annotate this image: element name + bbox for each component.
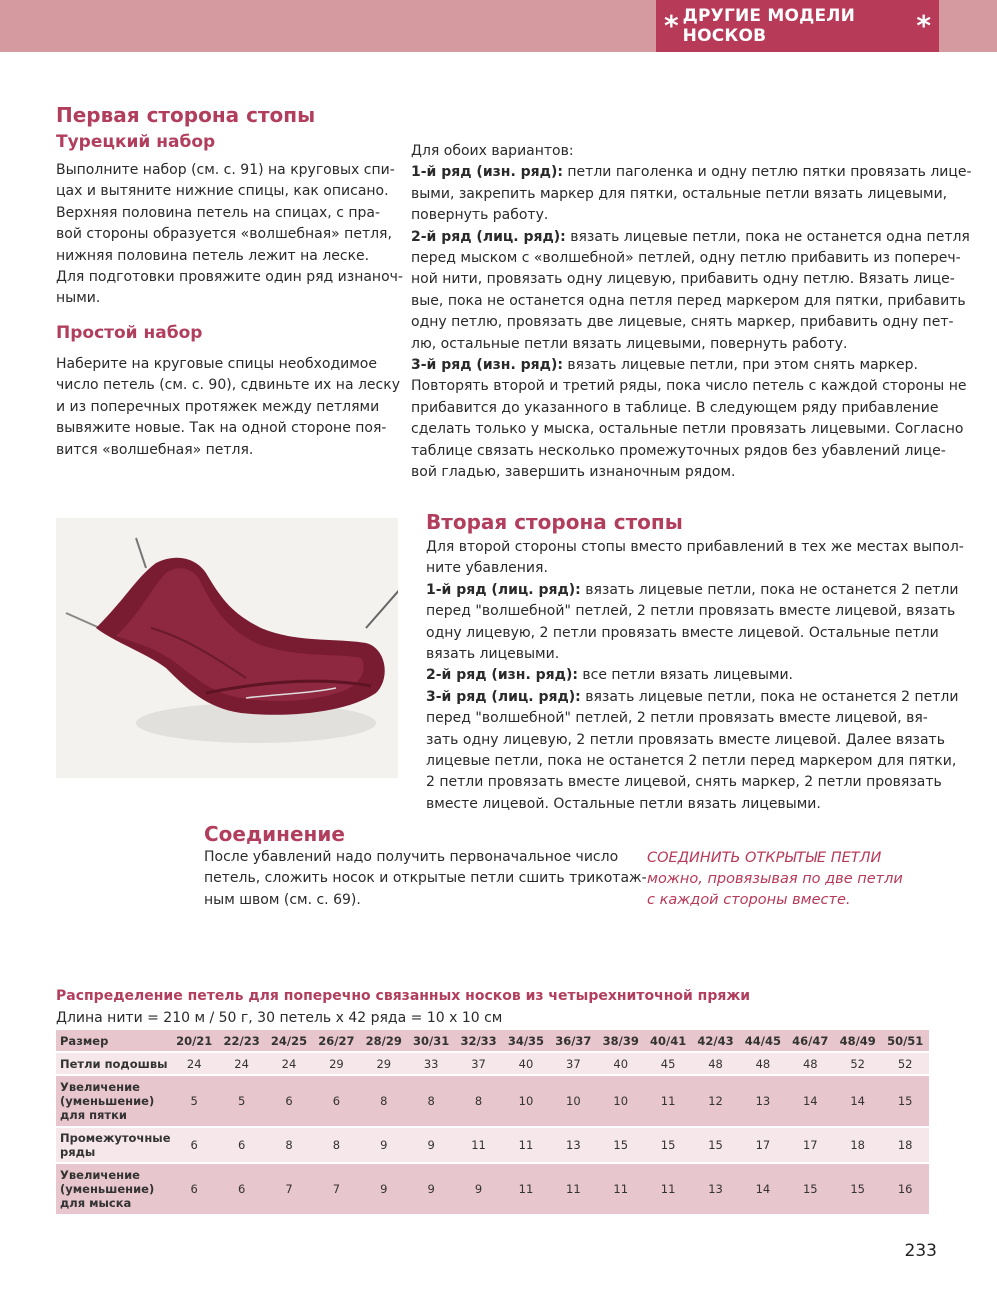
table-cell: 8 bbox=[265, 1128, 312, 1164]
size-header-cell: 44/45 bbox=[739, 1030, 786, 1053]
table-cell: 9 bbox=[407, 1128, 454, 1164]
joining-text: После убавлений надо получить первоначальное число петель, сложить носок и открытые петли сшить трикотаж- ным швом (см. с. 69). bbox=[204, 849, 647, 908]
table-cell: 7 bbox=[265, 1164, 312, 1216]
table-cell: 15 bbox=[787, 1164, 834, 1216]
row-label: Промежуточные ряды bbox=[56, 1128, 171, 1164]
table-cell: 8 bbox=[360, 1076, 407, 1128]
table-cell: 13 bbox=[692, 1164, 739, 1216]
table-cell: 9 bbox=[407, 1164, 454, 1216]
table-row bbox=[56, 1053, 929, 1076]
row-label: Размер bbox=[56, 1030, 171, 1053]
table-cell: 18 bbox=[834, 1128, 881, 1164]
table-cell: 45 bbox=[644, 1053, 691, 1076]
table-cell: 48 bbox=[787, 1053, 834, 1076]
table-cell: 40 bbox=[502, 1053, 549, 1076]
table-cell: 6 bbox=[171, 1128, 218, 1164]
joining-title: Соединение bbox=[204, 822, 345, 846]
table-cell: 29 bbox=[313, 1053, 360, 1076]
table-cell: 33 bbox=[407, 1053, 454, 1076]
table-cell: 11 bbox=[502, 1128, 549, 1164]
table-cell: 7 bbox=[313, 1164, 360, 1216]
table-cell: 6 bbox=[171, 1164, 218, 1216]
size-header-cell: 22/23 bbox=[218, 1030, 265, 1053]
section-tab bbox=[656, 0, 939, 52]
table-cell: 6 bbox=[313, 1076, 360, 1128]
turkish-cast-on-title: Турецкий набор bbox=[56, 132, 216, 152]
row-label: 1-й ряд (изн. ряд): bbox=[411, 164, 563, 181]
table-cell: 15 bbox=[597, 1128, 644, 1164]
size-header-cell: 40/41 bbox=[644, 1030, 691, 1053]
table-cell: 15 bbox=[644, 1128, 691, 1164]
table-cell: 18 bbox=[881, 1128, 929, 1164]
row-label: 2-й ряд (изн. ряд): bbox=[426, 667, 578, 684]
table-cell: 14 bbox=[834, 1076, 881, 1128]
row-label: 2-й ряд (лиц. ряд): bbox=[411, 228, 566, 245]
table-cell: 11 bbox=[455, 1128, 502, 1164]
table-row bbox=[56, 1076, 929, 1128]
table-cell: 15 bbox=[881, 1076, 929, 1128]
table-cell: 13 bbox=[550, 1128, 597, 1164]
table-cell: 37 bbox=[550, 1053, 597, 1076]
stitch-distribution-table bbox=[56, 1030, 929, 1216]
table-row bbox=[56, 1164, 929, 1216]
table-cell: 11 bbox=[644, 1076, 691, 1128]
section-title: ДРУГИЕ МОДЕЛИ НОСКОВ bbox=[682, 6, 856, 46]
table-cell: 6 bbox=[218, 1164, 265, 1216]
size-header-cell: 36/37 bbox=[550, 1030, 597, 1053]
table-cell: 15 bbox=[834, 1164, 881, 1216]
table-row bbox=[56, 1128, 929, 1164]
star-icon: * bbox=[916, 9, 931, 42]
row-label: 1-й ряд (лиц. ряд): bbox=[426, 581, 581, 598]
table-cell: 11 bbox=[502, 1164, 549, 1216]
size-header-cell: 30/31 bbox=[407, 1030, 454, 1053]
table-cell: 10 bbox=[597, 1076, 644, 1128]
second-side-title: Вторая сторона стопы bbox=[426, 510, 683, 534]
table-cell: 24 bbox=[218, 1053, 265, 1076]
simple-cast-on-title: Простой набор bbox=[56, 323, 203, 343]
joining-tip: СОЕДИНИТЬ ОТКРЫТЫЕ ПЕТЛИ можно, провязывая по две петли с каждой стороны вместе. bbox=[647, 850, 903, 908]
table-cell: 48 bbox=[739, 1053, 786, 1076]
table-cell: 11 bbox=[597, 1164, 644, 1216]
table-cell: 29 bbox=[360, 1053, 407, 1076]
page-number: 233 bbox=[904, 1241, 937, 1261]
star-icon: * bbox=[664, 9, 679, 42]
size-header-cell: 20/21 bbox=[171, 1030, 218, 1053]
table-cell: 9 bbox=[455, 1164, 502, 1216]
table-cell: 9 bbox=[360, 1128, 407, 1164]
table-cell: 52 bbox=[834, 1053, 881, 1076]
first-side-title: Первая сторона стопы bbox=[56, 103, 316, 127]
table-cell: 9 bbox=[360, 1164, 407, 1216]
size-header-cell: 38/39 bbox=[597, 1030, 644, 1053]
size-header-cell: 34/35 bbox=[502, 1030, 549, 1053]
table-cell: 8 bbox=[313, 1128, 360, 1164]
table-cell: 11 bbox=[644, 1164, 691, 1216]
row-label: Увеличение (уменьшение) для мыска bbox=[56, 1164, 171, 1216]
row-label: 3-й ряд (лиц. ряд): bbox=[426, 688, 581, 705]
table-cell: 24 bbox=[265, 1053, 312, 1076]
table-cell: 8 bbox=[455, 1076, 502, 1128]
table-cell: 14 bbox=[787, 1076, 834, 1128]
table-cell: 16 bbox=[881, 1164, 929, 1216]
turkish-cast-on-text: Выполните набор (см. с. 91) на круговых спи- цах и вытяните нижние спицы, как описано. Верхняя половина петель на спицах, с пра- вой стороны образуется «волшебная» петля, нижняя половина петель лежит на леске. Для подготовки провяжите один ряд изнаноч- ными. bbox=[56, 162, 403, 307]
table-cell: 14 bbox=[739, 1164, 786, 1216]
table-cell: 17 bbox=[739, 1128, 786, 1164]
size-header-cell: 26/27 bbox=[313, 1030, 360, 1053]
table-subtitle: Длина нити = 210 м / 50 г, 30 петель х 42 ряда = 10 х 10 см bbox=[56, 1010, 503, 1026]
row-label: 3-й ряд (изн. ряд): bbox=[411, 357, 563, 374]
size-header-cell: 48/49 bbox=[834, 1030, 881, 1053]
table-header-row bbox=[56, 1030, 929, 1053]
size-header-cell: 50/51 bbox=[881, 1030, 929, 1053]
table-cell: 12 bbox=[692, 1076, 739, 1128]
table-cell: 5 bbox=[171, 1076, 218, 1128]
table-cell: 6 bbox=[218, 1128, 265, 1164]
table-cell: 37 bbox=[455, 1053, 502, 1076]
header-bar bbox=[0, 0, 997, 52]
table-cell: 48 bbox=[692, 1053, 739, 1076]
table-cell: 52 bbox=[881, 1053, 929, 1076]
size-header-cell: 28/29 bbox=[360, 1030, 407, 1053]
size-header-cell: 46/47 bbox=[787, 1030, 834, 1053]
table-cell: 8 bbox=[407, 1076, 454, 1128]
table-cell: 15 bbox=[692, 1128, 739, 1164]
size-header-cell: 24/25 bbox=[265, 1030, 312, 1053]
table-title: Распределение петель для поперечно связанных носков из четырехниточной пряжи bbox=[56, 988, 751, 1004]
both-variants-text: Для обоих вариантов: 1-й ряд (изн. ряд): петли паголенка и одну петлю пятки провязать лице- выми, закрепить маркер для пятки, остальные петли вязать лицевыми, повернуть работу. 2-й ряд (лиц. ряд): вязать лицевые петли, пока не останется одна петля перед мыском с «волшебной» петлей, одну петлю прибавить из попереч- ной нити, провязать одну лицевую, прибавить одну петлю. Вязать лице- вые, пока не останется одна петля перед маркером для пятки, прибавить одну петлю, провязать две лицевые, снять маркер, прибавить одну пет- лю, остальные петли вязать лицевыми, повернуть работу. 3-й ряд (изн. ряд): вязать лицевые петли, при этом снять маркер. Повторять второй и третий ряды, пока число петель с каждой стороны не прибавится до указанного в таблице. В следующем ряду прибавление сделать только у мыска, остальные петли провязать лицевыми. Согласно таблице связать несколько промежуточных рядов без убавлений лице- вой гладью, завершить изнаночным рядом. bbox=[411, 143, 972, 481]
table-cell: 5 bbox=[218, 1076, 265, 1128]
row-label: Петли подошвы bbox=[56, 1053, 171, 1076]
table-cell: 17 bbox=[787, 1128, 834, 1164]
table-cell: 10 bbox=[502, 1076, 549, 1128]
size-header-cell: 42/43 bbox=[692, 1030, 739, 1053]
second-side-text: Для второй стороны стопы вместо прибавлений в тех же местах выпол- ните убавления. 1-й ряд (лиц. ряд): вязать лицевые петли, пока не останется 2 петли перед "волшебной" петлей, 2 петли провязать вместе лицевой, вязать одну лицевую, 2 петли провязать вместе лицевой. Остальные петли вязать лицевыми. 2-й ряд (изн. ряд): все петли вязать лицевыми. 3-й ряд (лиц. ряд): вязать лицевые петли, пока не останется 2 петли перед "волшебной" петлей, 2 петли провязать вместе лицевой, вя- зать одну лицевую, 2 петли провязать вместе лицевой. Далее вязать лицевые петли, пока не останется 2 петли перед маркером для пятки, 2 петли провязать вместе лицевой, снять маркер, 2 петли провязать вместе лицевой. Остальные петли вязать лицевыми. bbox=[426, 539, 964, 812]
table-cell: 6 bbox=[265, 1076, 312, 1128]
table-cell: 13 bbox=[739, 1076, 786, 1128]
sock-photo bbox=[56, 518, 398, 778]
row-label: Увеличение (уменьшение) для пятки bbox=[56, 1076, 171, 1128]
table-cell: 40 bbox=[597, 1053, 644, 1076]
table-cell: 10 bbox=[550, 1076, 597, 1128]
table-cell: 24 bbox=[171, 1053, 218, 1076]
table-cell: 11 bbox=[550, 1164, 597, 1216]
size-header-cell: 32/33 bbox=[455, 1030, 502, 1053]
sock-illustration bbox=[56, 518, 398, 778]
simple-cast-on-text: Наберите на круговые спицы необходимое число петель (см. с. 90), сдвиньте их на леску и из поперечных протяжек между петлями вывяжите новые. Так на одной стороне поя- вится «волшебная» петля. bbox=[56, 356, 400, 458]
